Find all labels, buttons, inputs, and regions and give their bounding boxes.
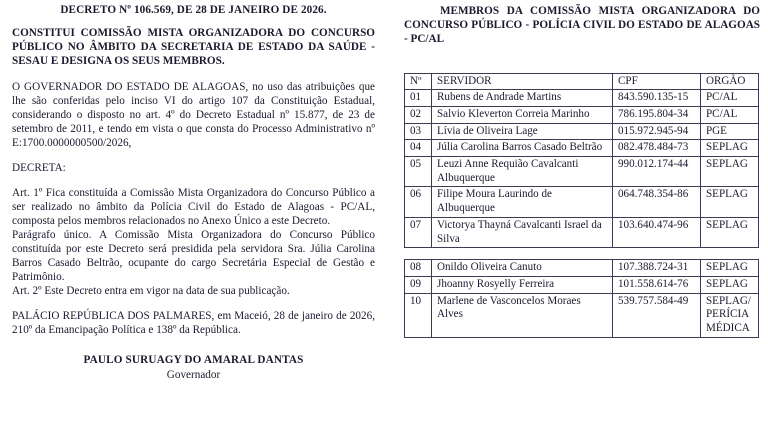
cell-servidor: Victorya Thayná Cavalcanti Israel da Silva — [432, 217, 613, 247]
table-row — [405, 90, 759, 107]
column-header-num: Nº — [405, 73, 432, 90]
cell-num: 09 — [405, 276, 432, 293]
decree-preamble: O GOVERNADOR DO ESTADO DE ALAGOAS, no uso das atribuições que lhe são conferidas pelo inciso VI do artigo 107 da Constituição Estadual, considerando o disposto no art. 4º do Decreto Estadual nº 15.877, de 23 de setembro de 2011, e tendo em vista o que consta do Processo Administrativo nº E:1700.0000000500/2026, — [12, 80, 375, 149]
cell-cpf: 064.748.354-86 — [613, 187, 701, 217]
cell-num: 03 — [405, 123, 432, 140]
cell-num: 07 — [405, 217, 432, 247]
cell-cpf: 015.972.945-94 — [613, 123, 701, 140]
signatory-role: Governador — [166, 368, 221, 381]
cell-orgao: PC/AL — [701, 107, 759, 124]
cell-cpf: 990.012.174-44 — [613, 157, 701, 187]
table-row — [405, 107, 759, 124]
cell-orgao: SEPLAG — [701, 217, 759, 247]
column-header-servidor: SERVIDOR — [432, 73, 613, 90]
cell-cpf: 539.757.584-49 — [613, 293, 701, 337]
cell-num: 10 — [405, 293, 432, 337]
right-column — [404, 0, 760, 438]
cell-servidor: Rubens de Andrade Martins — [432, 90, 613, 107]
table-row — [405, 187, 759, 217]
table-row — [405, 276, 759, 293]
cell-orgao: SEPLAG — [701, 260, 759, 277]
cell-orgao: SEPLAG/ PERÍCIA MÉDICA — [701, 293, 759, 337]
table-header-row — [405, 73, 759, 90]
cell-servidor: Jhoanny Rosyelly Ferreira — [432, 276, 613, 293]
cell-num: 02 — [405, 107, 432, 124]
article-1: Art. 1º Fica constituída a Comissão Mista Organizadora do Concurso Público a ser realizado no âmbito da Polícia Civil do Estado de Alagoas - PC/AL, composta pelos membros relacionados no Anexo Único a este Decreto. — [12, 186, 375, 227]
table-row — [405, 293, 759, 337]
place-and-date: PALÁCIO REPÚBLICA DOS PALMARES, em Maceió, 28 de janeiro de 2026, 210º da Emancipação Política e 138º da República. — [12, 310, 375, 337]
cell-cpf: 107.388.724-31 — [613, 260, 701, 277]
cell-orgao: SEPLAG — [701, 187, 759, 217]
cell-cpf: 786.195.804-34 — [613, 107, 701, 124]
cell-num: 01 — [405, 90, 432, 107]
column-header-orgao: ORGÃO — [701, 73, 759, 90]
cell-cpf: 103.640.474-96 — [613, 217, 701, 247]
signatory-name: PAULO SURUAGY DO AMARAL DANTAS — [83, 354, 304, 367]
cell-cpf: 101.558.614-76 — [613, 276, 701, 293]
cell-orgao: PGE — [701, 123, 759, 140]
members-table-block-2 — [404, 259, 759, 337]
table-row — [405, 140, 759, 157]
cell-servidor: Júlia Carolina Barros Casado Beltrão — [432, 140, 613, 157]
annex-heading: MEMBROS DA COMISSÃO MISTA ORGANIZADORA DO CONCURSO PÚBLICO - POLÍCIA CIVIL DO ESTADO DE ALAGOAS - PC/AL — [404, 5, 760, 46]
cell-servidor: Marlene de Vasconcelos Moraes Alves — [432, 293, 613, 337]
paragrafo-unico: Parágrafo único. A Comissão Mista Organizadora do Concurso Público constituída por este Decreto será presidida pela servidora Sra. Júlia Carolina Barros Casado Beltrão, ocupante do cargo Secretária Especial de Gestão e Patrimônio. — [12, 228, 375, 284]
cell-servidor: Leuzi Anne Requião Cavalcanti Albuquerque — [432, 157, 613, 187]
cell-num: 06 — [405, 187, 432, 217]
cell-servidor: Filipe Moura Laurindo de Albuquerque — [432, 187, 613, 217]
cell-cpf: 082.478.484-73 — [613, 140, 701, 157]
decree-title: DECRETO Nº 106.569, DE 28 DE JANEIRO DE 2026. — [60, 4, 327, 16]
table-row — [405, 123, 759, 140]
cell-servidor: Onildo Oliveira Canuto — [432, 260, 613, 277]
left-column — [12, 0, 375, 438]
signature-block — [12, 353, 375, 382]
cell-orgao: SEPLAG — [701, 140, 759, 157]
cell-num: 08 — [405, 260, 432, 277]
article-2: Art. 2º Este Decreto entra em vigor na data de sua publicação. — [12, 285, 290, 298]
cell-servidor: Salvio Kleverton Correia Marinho — [432, 107, 613, 124]
column-header-cpf: CPF — [613, 73, 701, 90]
table-row — [405, 157, 759, 187]
cell-orgao: PC/AL — [701, 90, 759, 107]
table-block-separator — [404, 248, 760, 259]
decree-summary: CONSTITUI COMISSÃO MISTA ORGANIZADORA DO CONCURSO PÚBLICO NO ÂMBITO DA SECRETARIA DE ESTADO DA SAÚDE - SESAU E DESIGNA OS SEUS MEMBROS. — [12, 27, 375, 68]
cell-num: 05 — [405, 157, 432, 187]
cell-num: 04 — [405, 140, 432, 157]
table-row — [405, 260, 759, 277]
cell-servidor: Lívia de Oliveira Lage — [432, 123, 613, 140]
cell-cpf: 843.590.135-15 — [613, 90, 701, 107]
cell-orgao: SEPLAG — [701, 157, 759, 187]
cell-orgao: SEPLAG — [701, 276, 759, 293]
enacting-clause: DECRETA: — [12, 161, 66, 174]
members-table-block-1 — [404, 73, 759, 249]
table-row — [405, 217, 759, 247]
